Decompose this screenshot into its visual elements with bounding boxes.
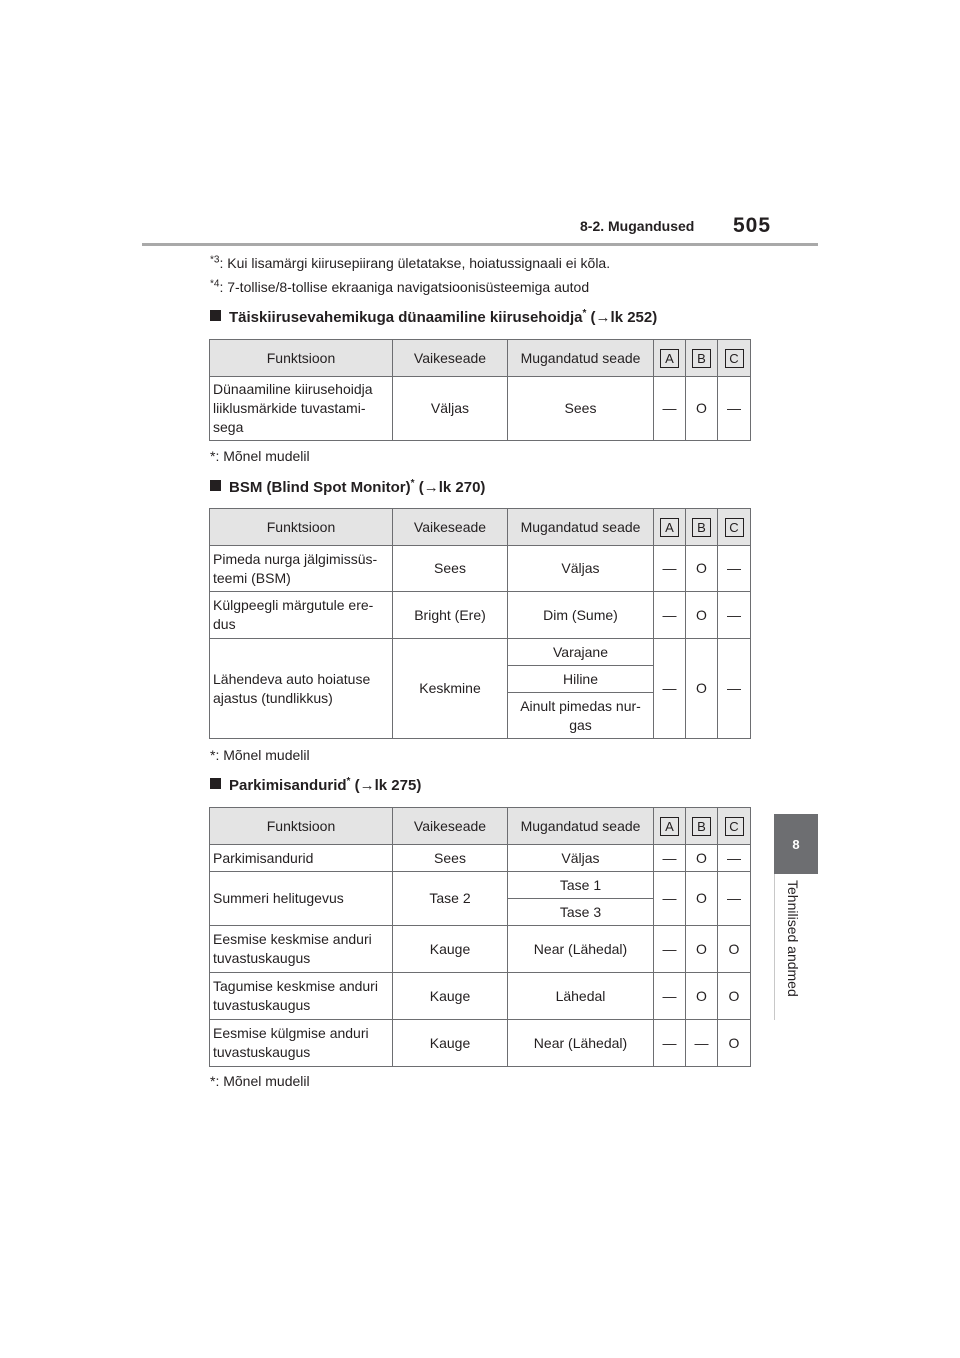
- cell-c: O: [718, 973, 751, 1020]
- cell-custom: Väljas: [508, 845, 654, 872]
- cell-custom: Väljas: [508, 546, 654, 592]
- table-row: [210, 845, 751, 872]
- col-a: [654, 808, 686, 845]
- section-mark: *: [410, 478, 415, 489]
- section-heading-cruise: [210, 308, 657, 328]
- footnote-4: [210, 278, 589, 296]
- footnote-mark: *4: [210, 278, 220, 290]
- col-default: Vaikeseade: [393, 808, 508, 845]
- b-icon: B: [692, 349, 711, 368]
- col-function: Funktsioon: [210, 340, 393, 377]
- section-heading-text: Parkimisandurid: [229, 777, 347, 794]
- cell-function: Summeri helitugevus: [210, 872, 393, 926]
- cell-custom: Sees: [508, 377, 654, 441]
- page-number: 505: [733, 214, 772, 237]
- cell-default: Sees: [393, 546, 508, 592]
- col-function: Funktsioon: [210, 509, 393, 546]
- table-parking: [209, 807, 751, 1067]
- cell-c: —: [718, 872, 751, 926]
- section-footnote: *: Mõnel mudelil: [210, 448, 310, 464]
- cell-custom-option: Tase 3: [508, 899, 654, 926]
- table-row: [210, 872, 751, 899]
- cell-function: Lähendeva auto hoiatuse ajastus (tundlikkus): [210, 639, 393, 739]
- table-row: [210, 377, 751, 441]
- cell-a: —: [654, 592, 686, 639]
- section-footnote: *: Mõnel mudelil: [210, 747, 310, 763]
- a-icon: A: [660, 518, 679, 537]
- col-a: [654, 340, 686, 377]
- cell-custom-option: Varajane: [508, 639, 654, 666]
- cell-function: Dünaamiline kiirusehoidja liiklusmärkide tuvastami-sega: [210, 377, 393, 441]
- cell-a: —: [654, 973, 686, 1020]
- header-rule: [142, 243, 818, 246]
- col-function: Funktsioon: [210, 808, 393, 845]
- cell-a: —: [654, 872, 686, 926]
- section-heading-bsm: [210, 478, 485, 498]
- table-header-row: [210, 340, 751, 377]
- chapter-number: 8: [792, 836, 800, 852]
- footnote-3: [210, 254, 610, 272]
- b-icon: B: [692, 817, 711, 836]
- cell-b: O: [686, 872, 718, 926]
- a-icon: A: [660, 349, 679, 368]
- cell-c: —: [718, 639, 751, 739]
- section-footnote: *: Mõnel mudelil: [210, 1073, 310, 1089]
- footnote-text: : 7-tollise/8-tollise ekraaniga navigatsioonisüsteemiga autod: [219, 279, 590, 295]
- cell-a: —: [654, 639, 686, 739]
- chapter-tab: [774, 814, 818, 874]
- square-bullet-icon: [210, 480, 221, 491]
- table-header-row: [210, 509, 751, 546]
- cell-default: Kauge: [393, 1020, 508, 1067]
- cell-b: O: [686, 926, 718, 973]
- cell-function: Pimeda nurga jälgimissüs-teemi (BSM): [210, 546, 393, 592]
- square-bullet-icon: [210, 778, 221, 789]
- cell-a: —: [654, 377, 686, 441]
- cell-default: Tase 2: [393, 872, 508, 926]
- cell-b: O: [686, 546, 718, 592]
- section-heading-parking: [210, 776, 421, 796]
- section-mark: *: [346, 776, 351, 787]
- b-icon: B: [692, 518, 711, 537]
- table-row: [210, 639, 751, 666]
- cell-b: O: [686, 377, 718, 441]
- col-custom: Mugandatud seade: [508, 808, 654, 845]
- col-default: Vaikeseade: [393, 340, 508, 377]
- page-reference-link[interactable]: (→lk 270): [418, 479, 486, 496]
- footnote-text: : Kui lisamärgi kiirusepiirang ületatakse, hoiatussignaali ei kõla.: [219, 255, 611, 271]
- side-divider: [774, 874, 775, 1020]
- cell-default: Väljas: [393, 377, 508, 441]
- cell-c: —: [718, 377, 751, 441]
- table-bsm: [209, 508, 751, 739]
- cell-function: Eesmise keskmise anduri tuvastuskaugus: [210, 926, 393, 973]
- cell-default: Bright (Ere): [393, 592, 508, 639]
- page-reference-link[interactable]: (→lk 275): [354, 777, 422, 794]
- cell-a: —: [654, 546, 686, 592]
- section-title: 8-2. Mugandused: [580, 218, 695, 234]
- cell-custom-option: Tase 1: [508, 872, 654, 899]
- col-c: [718, 509, 751, 546]
- table-row: [210, 1020, 751, 1067]
- table-row: [210, 592, 751, 639]
- cell-c: O: [718, 1020, 751, 1067]
- cell-b: O: [686, 845, 718, 872]
- cell-function: Eesmise külgmise anduri tuvastuskaugus: [210, 1020, 393, 1067]
- section-mark: *: [582, 308, 587, 319]
- col-default: Vaikeseade: [393, 509, 508, 546]
- cell-a: —: [654, 1020, 686, 1067]
- cell-a: —: [654, 926, 686, 973]
- col-b: [686, 340, 718, 377]
- cell-custom: Dim (Sume): [508, 592, 654, 639]
- cell-custom: Near (Lähedal): [508, 1020, 654, 1067]
- cell-function: Külgpeegli märgutule ere-dus: [210, 592, 393, 639]
- cell-default: Kauge: [393, 973, 508, 1020]
- table-row: [210, 546, 751, 592]
- cell-c: O: [718, 926, 751, 973]
- col-c: [718, 808, 751, 845]
- cell-custom: Near (Lähedal): [508, 926, 654, 973]
- col-b: [686, 509, 718, 546]
- cell-custom-option: Ainult pimedas nur-gas: [508, 693, 654, 739]
- c-icon: C: [725, 817, 744, 836]
- cell-custom: Lähedal: [508, 973, 654, 1020]
- cell-default: Kauge: [393, 926, 508, 973]
- col-b: [686, 808, 718, 845]
- table-row: [210, 973, 751, 1020]
- table-header-row: [210, 808, 751, 845]
- cell-b: O: [686, 973, 718, 1020]
- section-heading-text: BSM (Blind Spot Monitor): [229, 479, 411, 496]
- cell-b: —: [686, 1020, 718, 1067]
- cell-b: O: [686, 639, 718, 739]
- a-icon: A: [660, 817, 679, 836]
- col-custom: Mugandatud seade: [508, 509, 654, 546]
- cell-c: —: [718, 546, 751, 592]
- cell-custom-option: Hiline: [508, 666, 654, 693]
- page-reference-link[interactable]: (→lk 252): [590, 309, 658, 326]
- col-a: [654, 509, 686, 546]
- cell-a: —: [654, 845, 686, 872]
- table-row: [210, 926, 751, 973]
- c-icon: C: [725, 518, 744, 537]
- cell-function: Tagumise keskmise anduri tuvastuskaugus: [210, 973, 393, 1020]
- cell-default: Sees: [393, 845, 508, 872]
- cell-c: —: [718, 592, 751, 639]
- cell-c: —: [718, 845, 751, 872]
- chapter-label: Tehnilised andmed: [785, 880, 801, 997]
- section-heading-text: Täiskiirusevahemikuga dünaamiline kiirusehoidja: [229, 309, 583, 326]
- cell-b: O: [686, 592, 718, 639]
- c-icon: C: [725, 349, 744, 368]
- square-bullet-icon: [210, 310, 221, 321]
- footnote-mark: *3: [210, 254, 220, 266]
- col-c: [718, 340, 751, 377]
- col-custom: Mugandatud seade: [508, 340, 654, 377]
- table-cruise: [209, 339, 751, 441]
- cell-function: Parkimisandurid: [210, 845, 393, 872]
- cell-default: Keskmine: [393, 639, 508, 739]
